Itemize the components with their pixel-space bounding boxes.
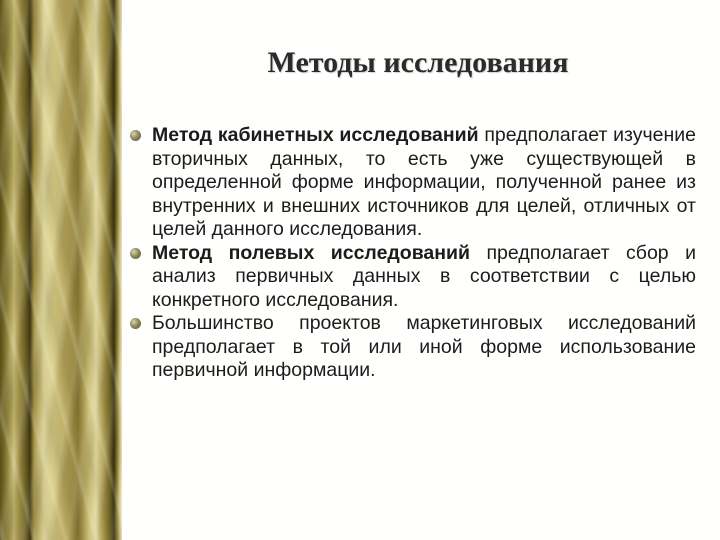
decorative-gold-column xyxy=(0,0,122,540)
bullet-text: предполагает сбор и анализ первичных данных в соответствии с целью конкретного исследования. xyxy=(152,241,696,311)
bullet-marker-icon xyxy=(130,130,141,141)
bullet-text: Большинство проектов маркетинговых исследований предполагает в той или иной форме использование первичной информации. xyxy=(152,312,696,381)
bullet-item xyxy=(128,124,696,242)
bullet-text: предполагает изучение вторичных данных, то есть уже существующей в определенной форме информации, полученной ранее из внутренних и внешних источников для целей, отличных от целей данного исследования. xyxy=(152,124,696,240)
bullet-bold-text: Метод полевых исследований xyxy=(152,241,471,264)
bullet-item xyxy=(128,312,696,383)
bullet-item xyxy=(128,242,696,313)
bullet-marker-icon xyxy=(130,248,141,259)
bullet-bold-text: Метод кабинетных исследований xyxy=(152,124,479,146)
bullet-list xyxy=(128,124,696,383)
bullet-marker-icon xyxy=(130,318,141,329)
slide-title: Методы исследования xyxy=(267,46,569,79)
